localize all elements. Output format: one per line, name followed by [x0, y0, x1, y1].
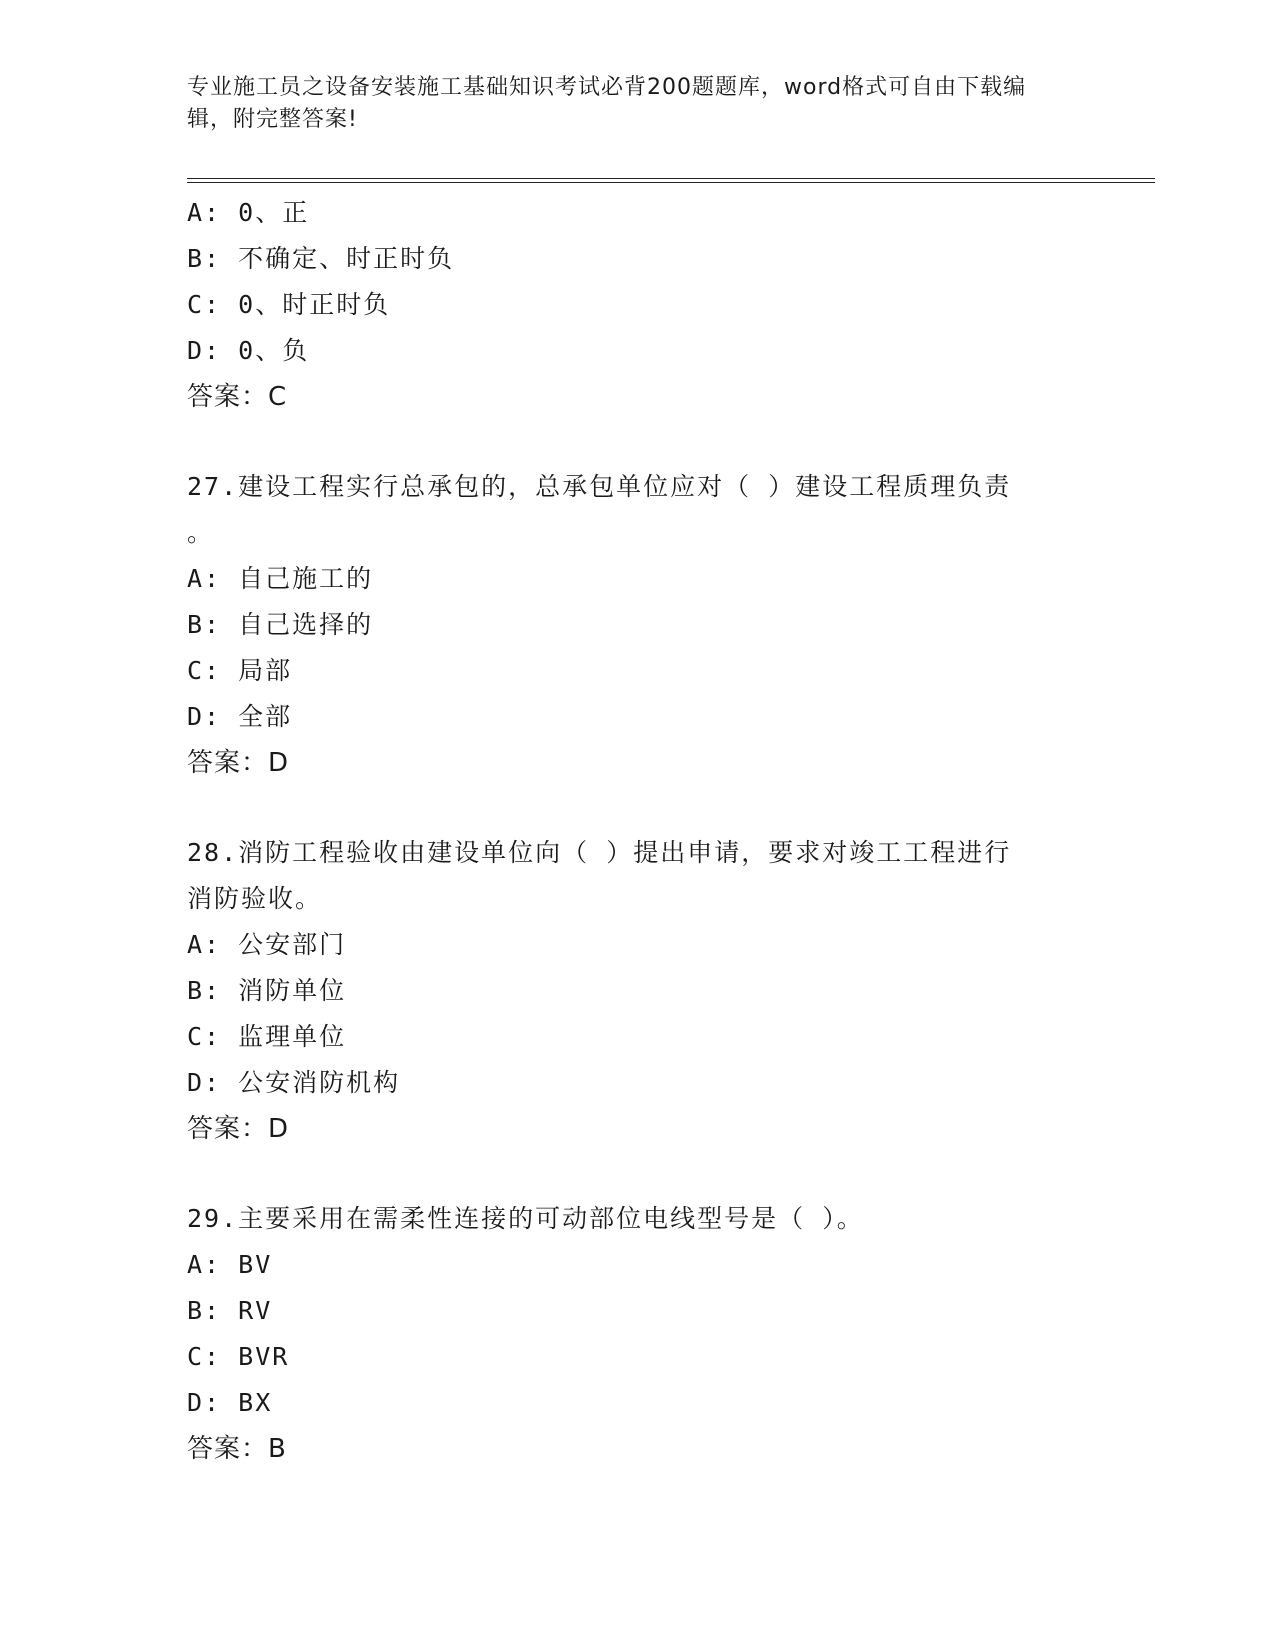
- document-header: 专业施工员之设备安装施工基础知识考试必背200题题库，word格式可自由下载编辑，附完整答案!: [187, 75, 1027, 132]
- question-stem: 29.主要采用在需柔性连接的可动部位电线型号是（ ）。: [187, 1204, 864, 1233]
- option-d: D: 全部: [187, 702, 293, 731]
- question-block-continued: [187, 190, 1067, 420]
- question-stem-continued: 消防验收。: [187, 884, 323, 913]
- option-d: D: BX: [187, 1388, 273, 1417]
- option-d: D: 0、负: [187, 336, 310, 365]
- question-stem-continued: 。: [187, 518, 215, 547]
- option-b: B: RV: [187, 1296, 273, 1325]
- option-d: D: 公安消防机构: [187, 1068, 401, 1097]
- answer: 答案：C: [187, 382, 288, 412]
- question-28: [187, 830, 1067, 1152]
- option-c: C: 0、时正时负: [187, 290, 391, 319]
- option-a: A: BV: [187, 1250, 273, 1279]
- question-stem: 27.建设工程实行总承包的，总承包单位应对（ ）建设工程质理负责: [187, 472, 1012, 501]
- answer: 答案：B: [187, 1434, 287, 1464]
- answer: 答案：D: [187, 1114, 290, 1144]
- option-a: A: 0、正: [187, 198, 310, 227]
- question-27: [187, 464, 1067, 786]
- option-a: A: 自己施工的: [187, 564, 374, 593]
- option-c: C: 局部: [187, 656, 293, 685]
- question-list: [187, 190, 1067, 1472]
- option-c: C: 监理单位: [187, 1022, 347, 1051]
- option-c: C: BVR: [187, 1342, 290, 1371]
- question-stem: 28.消防工程验收由建设单位向（ ）提出申请，要求对竣工工程进行: [187, 838, 1012, 867]
- option-b: B: 不确定、时正时负: [187, 244, 455, 273]
- option-b: B: 自己选择的: [187, 610, 374, 639]
- question-29: [187, 1196, 1067, 1472]
- answer: 答案：D: [187, 748, 290, 778]
- option-b: B: 消防单位: [187, 976, 347, 1005]
- option-a: A: 公安部门: [187, 930, 347, 959]
- header-divider: [187, 178, 1155, 183]
